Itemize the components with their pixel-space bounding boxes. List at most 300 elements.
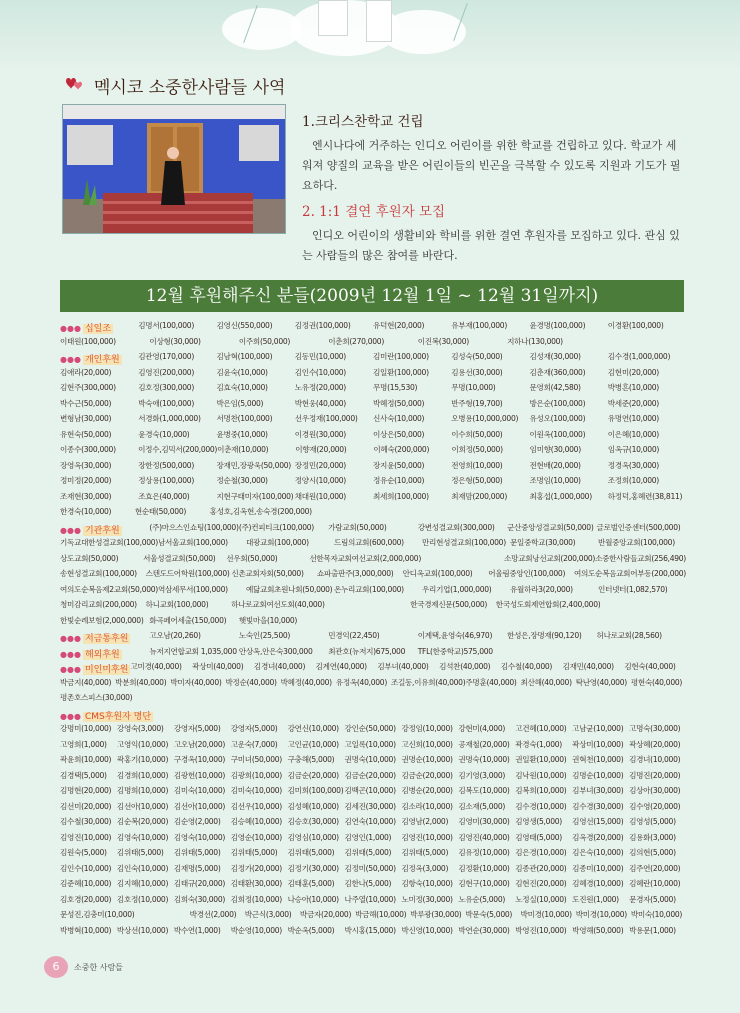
category-name: 해외후원 (84, 649, 120, 660)
donor-entry: 김희정(10,000) (230, 894, 282, 904)
castle-tower-decoration (366, 0, 392, 42)
donor-entry: 김수철(40,000) (500, 662, 553, 672)
donor-entry: 곽상미(40,000) (192, 662, 244, 672)
donor-entry: 김종미(10,000) (572, 863, 624, 873)
donor-entry: 김소재(5,000) (458, 801, 506, 811)
donor-entry: 여의도순복음제2교회(50,000) (60, 584, 158, 594)
donor-entry: 강명미(10,000) (60, 724, 112, 734)
donor-entry: 김수철(30,000) (60, 817, 112, 827)
donor-entry: 구미녀(50,000) (230, 755, 282, 765)
donor-row (60, 752, 686, 768)
donor-entry: 김기영(3,000) (458, 770, 506, 780)
section2-title: 2. 1:1 결연 후원자 모집 (302, 204, 446, 220)
donor-entry: 김낙원(10,000) (515, 770, 567, 780)
donor-entry: 김선아(10,000) (116, 801, 169, 811)
donor-entry: 무명(15,530) (373, 383, 418, 393)
donor-entry: 김위태(5,000) (344, 848, 392, 858)
donor-entry: 최관호(뉴저지)675,000 (328, 646, 406, 656)
donor-entry: 선한목자교회여선교회(2,000,000) (309, 553, 422, 563)
donor-entry: 김원숙(5,000) (60, 848, 107, 858)
donor-entry: 서명찬(100,000) (216, 414, 273, 424)
category-name: 미인미후원 (84, 665, 129, 676)
donor-entry: 무명(10,000) (451, 383, 496, 393)
donor-entry: 전현배(20,000) (529, 460, 581, 470)
donor-entry: 정은형(50,000) (451, 476, 503, 486)
donor-entry: 박미숙(10,000) (630, 910, 683, 920)
donor-entry: 김태규(20,000) (173, 879, 226, 889)
donor-entry: 강영자(5,000) (173, 724, 221, 734)
donor-entry: 조효은(40,000) (138, 491, 190, 501)
donor-entry: 주명훈(40,000) (465, 677, 517, 687)
donor-entry: 노숙인(25,500) (238, 631, 291, 641)
donor-entry: 김용화(3,000) (629, 832, 676, 842)
bullet-dots-icon: ●●● (60, 634, 81, 644)
donor-entry: 김윤숙(10,000) (216, 367, 268, 377)
donor-entry: 현순태(50,000) (134, 507, 187, 517)
donor-entry: 김정가(20,000) (230, 863, 282, 873)
donor-entry: 박영진(10,000) (515, 925, 567, 935)
donor-entry: 김영선(15,000) (572, 817, 624, 827)
donor-entry: 박금지(40,000) (60, 677, 112, 687)
donor-entry: 지현구태미자(100,000) (216, 491, 294, 501)
donor-entry: 선우정재(100,000) (294, 414, 358, 424)
donor-entry: 유성오(100,000) (529, 414, 586, 424)
donor-entry: 평현숙(40,000) (630, 677, 683, 687)
donor-entry: 김성혜(10,000) (287, 801, 339, 811)
donor-entry: 박영해(50,000) (572, 925, 624, 935)
donor-entry: 김남혁(100,000) (216, 352, 273, 362)
donor-entry: 최홍섭(1,000,000) (529, 491, 592, 501)
donor-entry: 한경숙(10,000) (60, 507, 112, 517)
donor-entry: 안디옥교회(100,000) (402, 569, 473, 579)
donor-entry: 하정덕,홍혜련(38,811) (607, 491, 683, 501)
category-name: 기관후원 (84, 525, 120, 536)
donor-entry: 권혁천(10,000) (572, 755, 624, 765)
donor-entry: 박혜정(50,000) (373, 398, 425, 408)
donor-row (60, 876, 686, 892)
donor-entry: 고오남(20,000) (173, 739, 226, 749)
donor-entry: 박분희(40,000) (115, 677, 167, 687)
donor-entry: 최산해(40,000) (520, 677, 572, 687)
donor-entry: 김상아(30,000) (629, 786, 681, 796)
donor-entry: 나승아(10,000) (287, 894, 339, 904)
donor-row (60, 830, 686, 846)
donor-row (60, 334, 686, 350)
donor-entry: 윤경명(100,000) (529, 321, 586, 331)
donor-entry: 우리기업(1,000,000) (422, 584, 492, 594)
donor-entry: 한성은,장명재(90,120) (507, 631, 582, 641)
donor-entry: 박용문(1,000) (629, 925, 676, 935)
donor-entry: 군산중앙성결교회(50,000) (507, 522, 594, 532)
donor-entry: 정경옥(30,000) (607, 460, 659, 470)
donor-entry: 김승호(30,000) (287, 817, 339, 827)
donor-row (60, 706, 686, 722)
donor-entry: 김희숙(30,000) (173, 894, 226, 904)
donor-entry: 노미정(30,000) (401, 894, 453, 904)
donor-entry: 정미정(20,000) (60, 476, 112, 486)
donor-entry: 박정순(40,000) (225, 677, 277, 687)
donor-entry: 오병용(10,000,000) (451, 414, 519, 424)
donor-entry: 박순영(10,000) (230, 925, 282, 935)
donor-entry: 김옥경(20,000) (572, 832, 624, 842)
donor-entry: 권명순(10,000) (401, 755, 453, 765)
donor-row (60, 458, 686, 474)
donor-entry: 박시홍(15,000) (344, 925, 396, 935)
donor-entry: 박미자(40,000) (170, 677, 222, 687)
donor-entry: 박경선(2,000) (189, 910, 237, 920)
donor-entry: 장한정(500,000) (138, 460, 194, 470)
donor-entry: 김정환(10,000) (458, 863, 510, 873)
donor-entry: 김정미(50,000) (344, 863, 396, 873)
donor-entry: 박세준(20,000) (607, 398, 659, 408)
donor-entry: 박금해(10,000) (355, 910, 407, 920)
donor-entry: 나주열(10,000) (344, 894, 396, 904)
donor-entry: 정상용(100,000) (138, 476, 194, 486)
bullet-dots-icon: ●●● (60, 525, 81, 535)
donor-entry: 서울성결교회(50,000) (143, 553, 216, 563)
footer-text: 소중한 사람들 (74, 962, 123, 972)
donor-entry: 박문숙(5,000) (465, 910, 513, 920)
donor-row (60, 318, 686, 334)
donor-entry: 김일환(100,000) (373, 367, 429, 377)
donor-entry: 김위태(5,000) (287, 848, 335, 858)
donor-entry: 조정희(10,000) (607, 476, 659, 486)
donor-entry: 도진원(1,000) (572, 894, 619, 904)
donor-entry: 강연신(10,000) (287, 724, 339, 734)
donor-entry: 지하나(130,000) (507, 336, 563, 346)
donor-entry: 김미란(100,000) (373, 352, 429, 362)
donor-entry: 문일중학교(30,000) (510, 538, 576, 548)
donor-entry: 김승혜(10,000) (230, 817, 282, 827)
donor-entry: 글로벌인증센터(500,000) (596, 522, 681, 532)
donor-entry: 김순영(2,000) (173, 817, 221, 827)
donor-row (60, 551, 686, 567)
donor-entry: 노유순(5,000) (458, 894, 506, 904)
donor-entry: 고운숙(7,000) (230, 739, 278, 749)
donor-entry: 이원옥(100,000) (529, 429, 586, 439)
donor-row (60, 489, 686, 505)
donor-entry: 남서울교회(100,000) (157, 538, 228, 548)
donor-list-banner: 12월 후원해주신 분들(2009년 12월 1일 ~ 12월 31일까지) (60, 280, 684, 312)
donor-row (60, 923, 686, 939)
bullet-dots-icon: ●●● (60, 665, 81, 675)
donor-row (60, 814, 686, 830)
donor-entry: 김석찬(40,000) (439, 662, 491, 672)
bullet-dots-icon: ●●● (60, 324, 81, 334)
donor-entry: 김태훈(5,000) (287, 879, 335, 889)
donor-entry: 김미숙(10,000) (173, 786, 226, 796)
donor-entry: 곽홍기(10,000) (116, 755, 169, 765)
donor-entry: 유부재(100,000) (451, 321, 507, 331)
bullet-dots-icon: ●●● (60, 711, 81, 721)
donor-entry: 고인균(10,000) (287, 739, 339, 749)
donor-entry: 김은경(10,000) (515, 848, 567, 858)
donor-entry: 김경녀(40,000) (253, 662, 306, 672)
donor-entry: 김경녀(10,000) (629, 755, 681, 765)
donor-entry: 고오남(20,260) (149, 631, 201, 641)
donor-entry: 뉴저지연합교회 1,035,000 (149, 646, 237, 656)
donor-entry: 문성진,김충미(10,000) (60, 910, 135, 920)
donor-entry: 김호경(20,000) (60, 894, 112, 904)
donor-entry: 김위태(5,000) (230, 848, 278, 858)
donor-entry: 김태환(30,000) (230, 879, 282, 889)
donor-row (60, 644, 686, 660)
donor-entry: 김정기(30,000) (287, 863, 339, 873)
donor-entry: 김선우(10,000) (230, 801, 282, 811)
donor-entry: 서경화(1,000,000) (138, 414, 201, 424)
donor-entry: 기독교대한성결교회(100,000) (60, 538, 158, 548)
donor-entry: 구충해(5,000) (287, 755, 335, 765)
donor-entry: 김영숙(10,000) (116, 832, 169, 842)
donor-entry: 김수경(30,000) (572, 801, 624, 811)
donor-entry: 이상은(50,000) (373, 429, 425, 439)
donor-entry: 신촌교회자회(50,000) (231, 569, 304, 579)
donor-entry: 박신영(10,000) (401, 925, 453, 935)
category-name: 십일조 (84, 324, 112, 335)
donor-entry: 박미경(10,000) (520, 910, 572, 920)
donor-entry: 김복희(10,000) (515, 786, 567, 796)
donor-row (60, 768, 686, 784)
donor-entry: 박금자(20,000) (299, 910, 352, 920)
donor-entry: 김인수(10,000) (294, 367, 346, 377)
donor-entry: 탁난영(40,000) (575, 677, 627, 687)
donor-entry: 김명순(10,000) (572, 770, 624, 780)
donor-entry: 공재철(20,000) (458, 739, 510, 749)
donor-entry: 김금순(20,000) (287, 770, 339, 780)
donor-entry: 최세희(100,000) (373, 491, 429, 501)
donor-row (60, 628, 686, 644)
donor-entry: 상도교회(50,000) (60, 553, 119, 563)
cloud-decoration (380, 10, 466, 54)
donor-entry: 김정권(100,000) (294, 321, 351, 331)
bullet-dots-icon: ●●● (60, 649, 81, 659)
donor-entry: 김부녀(30,000) (572, 786, 624, 796)
category-name: 저금통후원 (84, 634, 129, 645)
donor-entry: 노정실(10,000) (515, 894, 567, 904)
donor-entry: 김연숙(10,000) (344, 817, 396, 827)
donor-entry: TFL(한중학교)575,000 (417, 646, 493, 656)
donor-entry: 김영신(550,000) (216, 321, 273, 331)
donor-entry: 윤경숙(10,000) (138, 429, 190, 439)
donor-entry: 임미향(30,000) (529, 445, 581, 455)
donor-entry: 김경희(10,000) (116, 770, 169, 780)
donor-entry: (주)컨피티크(100,000) (238, 522, 314, 532)
donor-entry: 김재민(40,000) (562, 662, 614, 672)
donor-entry: 장영옥(30,000) (60, 460, 112, 470)
donor-entry: 곽윤희(10,000) (60, 755, 112, 765)
donor-entry: 김성숙(50,000) (451, 352, 503, 362)
donor-entry: 유월하라3(20,000) (510, 584, 573, 594)
donor-entry: (주)마으스인쇼팅(100,000) (149, 522, 239, 532)
donor-row (60, 396, 686, 412)
donor-entry: 최재맘(200,000) (451, 491, 507, 501)
donor-row (60, 349, 686, 365)
donor-entry: 청미감리교회(200,000) (60, 600, 137, 610)
donor-entry: 김계연(40,000) (315, 662, 367, 672)
donor-entry: 장재민,장광욱(50,000) (216, 460, 291, 470)
donor-entry: 민경익(22,450) (328, 631, 380, 641)
donor-entry: 김현미(20,000) (607, 367, 659, 377)
donor-entry: 김효숙(10,000) (216, 383, 268, 393)
donor-entry: 한빛순례보험(2,000,000) (60, 615, 144, 625)
donor-entry: 고일록(10,000) (344, 739, 396, 749)
donor-entry: 이경환(100,000) (607, 321, 664, 331)
donor-row (60, 659, 686, 675)
donor-row (60, 535, 686, 551)
donor-entry: 반월중앙교회(100,000) (598, 538, 675, 548)
donor-entry: 박병흔(10,000) (607, 383, 659, 393)
section-header (64, 72, 285, 98)
donor-entry: 신사숙(10,000) (373, 414, 425, 424)
donor-entry: 김영숙(10,000) (173, 832, 226, 842)
donor-row (60, 861, 686, 877)
donor-entry: 김영진(40,000) (458, 832, 510, 842)
donor-row (60, 675, 686, 691)
donor-entry: 김춘재(360,000) (529, 367, 586, 377)
donor-entry: 이춘재(10,000) (217, 445, 269, 455)
donor-row (60, 365, 686, 381)
category-label (60, 704, 686, 723)
donor-entry: 김병순(20,000) (401, 786, 453, 796)
donor-entry: 박수연(1,000) (173, 925, 221, 935)
donor-entry: 송현성결교회(100,000) (60, 569, 137, 579)
donor-entry: 고명숙(30,000) (629, 724, 681, 734)
donor-entry: 구경옥(10,000) (173, 755, 226, 765)
donor-entry: 정양시(10,000) (294, 476, 346, 486)
donor-entry: 권명숙(10,000) (458, 755, 510, 765)
donor-entry: 박현웅(40,000) (294, 398, 346, 408)
donor-entry: 한국성도회제연합회(2,400,000) (495, 600, 601, 610)
donor-entry: 이계택,윤영숙(46,970) (417, 631, 493, 641)
donor-entry: 드림의교회(600,000) (333, 538, 404, 548)
donor-entry: 장지윤(50,000) (373, 460, 425, 470)
page-footer (44, 956, 123, 978)
donor-entry: 김성재(30,000) (529, 352, 581, 362)
donor-entry: 역삼세무서(100,000) (157, 584, 228, 594)
donor-entry: 김수경(1,000,000) (607, 352, 671, 362)
donor-entry: 화곡페어세출(150,000) (149, 615, 227, 625)
donor-entry: 전영희(10,000) (451, 460, 503, 470)
donor-entry: 김은숙(10,000) (572, 848, 624, 858)
donor-entry: 햇빛마을(10,000) (238, 615, 298, 625)
category-name: CMS후원자 명단 (84, 711, 152, 722)
donor-entry: 김영성(5,000) (629, 817, 676, 827)
donor-entry: 강영자(5,000) (230, 724, 278, 734)
donor-entry: 가람교회(50,000) (328, 522, 387, 532)
donor-entry: 김수경(10,000) (515, 801, 567, 811)
donor-entry: 고남균(10,000) (572, 724, 624, 734)
donor-entry: 고건혜(10,000) (515, 724, 567, 734)
category-label (60, 518, 149, 537)
church-photo (62, 104, 286, 234)
donor-row (60, 473, 686, 489)
donor-entry: 김혜경(10,000) (572, 879, 624, 889)
donor-entry: 김정옥(3,000) (401, 863, 449, 873)
donor-entry: 김영순(10,000) (230, 832, 282, 842)
page-title: 멕시코 소중한사람들 사역 (94, 77, 286, 98)
donor-entry: 김부녀(40,000) (377, 662, 429, 672)
donor-entry: 곽상미(10,000) (572, 739, 624, 749)
donor-row (60, 907, 686, 923)
donor-entry: 하나로교회여선도회(40,000) (231, 600, 325, 610)
donor-entry: 유정옥(40,000) (335, 677, 387, 687)
donor-entry: 이경원(30,000) (294, 429, 346, 439)
donor-entry: 만리현성결교회(100,000) (422, 538, 506, 548)
donor-entry: 이종수(300,000) (60, 445, 116, 455)
category-name: 개인후원 (84, 355, 120, 366)
donor-entry: 허나로교회(28,560) (596, 631, 662, 641)
donor-entry: 이춘희(270,000) (328, 336, 384, 346)
donor-entry: 김관영(170,000) (138, 352, 194, 362)
donor-entry: 김영인(1,000) (344, 832, 392, 842)
donor-entry: 김영진(10,000) (60, 832, 112, 842)
donor-entry: 김영남(2,000) (401, 817, 449, 827)
section1-title: 1.크리스찬학교 건립 (302, 114, 424, 130)
donor-entry: 고영익(10,000) (116, 739, 169, 749)
donor-entry: 김현구(10,000) (458, 879, 510, 889)
donor-row (60, 504, 686, 520)
donor-entry: 김현숙(40,000) (624, 662, 676, 672)
donor-entry: 여의도순복음교회어부동(200,000) (573, 569, 686, 579)
donor-entry: 김인수(10,000) (60, 863, 112, 873)
donor-entry: 김한나(5,000) (344, 879, 392, 889)
donor-entry: 박은임(5,000) (216, 398, 264, 408)
donor-entry: 조재현(30,000) (60, 491, 112, 501)
donor-entry: 김금순(20,000) (401, 770, 453, 780)
donor-row (60, 892, 686, 908)
donor-entry: 평촌호스피스(30,000) (60, 693, 133, 703)
donor-row (60, 597, 686, 613)
donor-entry: 이태원(100,000) (60, 336, 116, 346)
donor-entry: 이수희(50,000) (451, 429, 503, 439)
category-label (60, 347, 138, 366)
donor-entry: 김준혜(10,000) (60, 879, 112, 889)
donor-entry: 예닮교회초원나회(50,000) (245, 584, 333, 594)
donor-row (60, 721, 686, 737)
donor-entry: 김세진(30,000) (344, 801, 396, 811)
donor-entry: 김복도(10,000) (458, 786, 510, 796)
donor-entry: 소중한사람들교회(256,490) (595, 553, 686, 563)
donor-entry: 이진복(30,000) (417, 336, 469, 346)
donor-entry: 김용선(30,000) (451, 367, 503, 377)
donor-entry: 김영진(200,000) (138, 367, 194, 377)
donor-entry: 김동민(10,000) (294, 352, 346, 362)
donor-row (60, 613, 686, 629)
donor-entry: 변형남(30,000) (60, 414, 112, 424)
donor-entry: 방은순(100,000) (529, 398, 586, 408)
donor-entry: 안상옥,안은숙300,000 (238, 646, 313, 656)
donor-entry: 김광헌(10,000) (173, 770, 226, 780)
donor-entry: 김호정(10,000) (116, 894, 169, 904)
page-number: 6 (44, 956, 68, 978)
donor-entry: 박근식(3,000) (244, 910, 292, 920)
donor-entry: 박연순(30,000) (458, 925, 510, 935)
donor-entry: 조길동,이유희(40,000) (390, 677, 466, 687)
donor-entry: 이주희(50,000) (238, 336, 291, 346)
donor-entry: 이은혜(10,000) (607, 429, 659, 439)
donor-entry: 김재명(5,000) (173, 863, 221, 873)
donor-row (60, 427, 686, 443)
donor-entry: 온누리교회(100,000) (333, 584, 404, 594)
donor-entry: 박순옥(5,000) (287, 925, 335, 935)
donor-entry: 김현진(20,000) (515, 879, 567, 889)
donor-entry: 김백곤(10,000) (344, 786, 396, 796)
donor-entry: 김명진(20,000) (629, 770, 681, 780)
donor-entry: 소망교회낭선교회(200,000) (504, 553, 596, 563)
donor-entry: 김명서(100,000) (138, 321, 194, 331)
donor-entry: 김위태(5,000) (173, 848, 221, 858)
donor-row (60, 737, 686, 753)
